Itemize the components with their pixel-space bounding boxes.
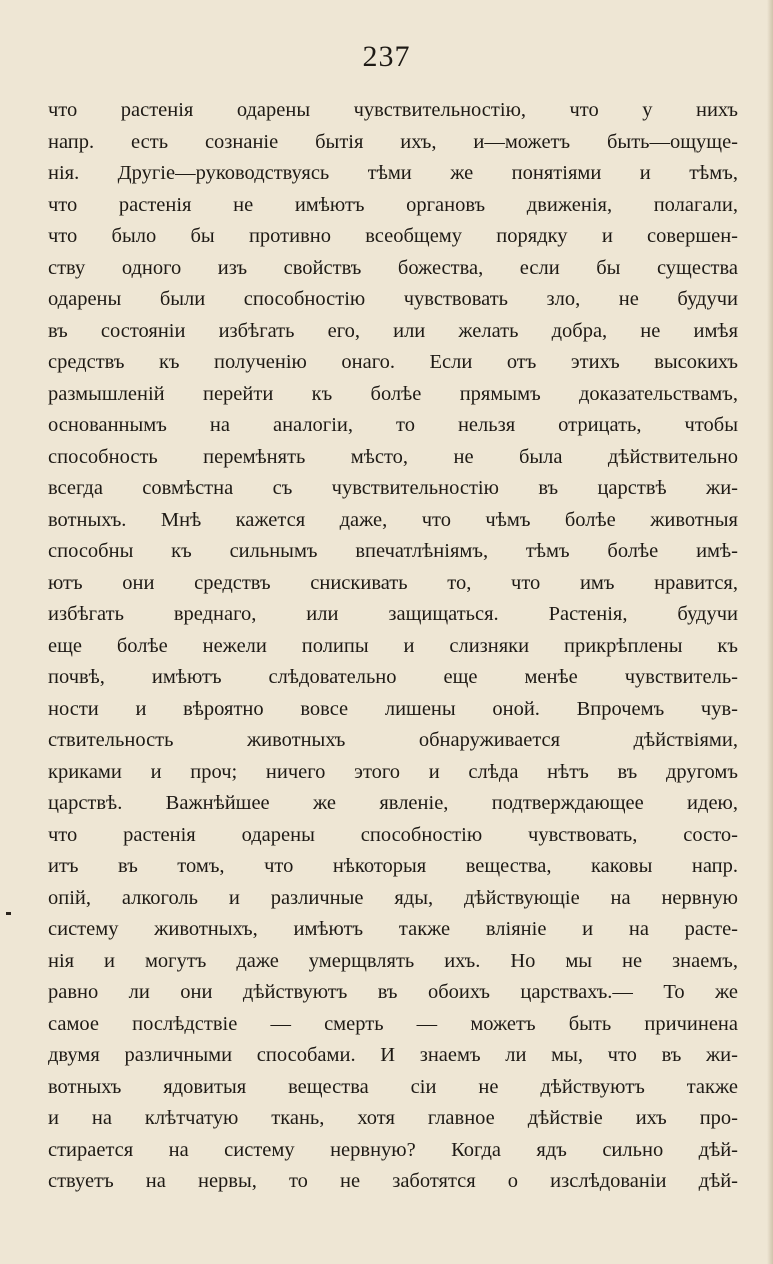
text-line: ствуетъ на нервы, то не заботятся о изслѣдованіи дѣй- bbox=[48, 1170, 738, 1192]
text-line: напр. есть сознаніе бытія ихъ, и—можетъ быть—ощуще- bbox=[48, 130, 738, 153]
text-line: опій, алкоголь и различные яды, дѣйствующіе на нервную bbox=[48, 886, 738, 909]
text-line: всегда совмѣстна съ чувствительностію въ царствѣ жи- bbox=[48, 477, 738, 499]
text-line: одарены были способностію чувствовать зло, не будучи bbox=[48, 288, 738, 310]
text-line: основаннымъ на аналогіи, то нельзя отрицать, чтобы bbox=[48, 414, 738, 436]
text-line: криками и проч; ничего этого и слѣда нѣтъ въ другомъ bbox=[48, 760, 738, 783]
text-line: въ состояніи избѣгать его, или желать добра, не имѣя bbox=[48, 319, 738, 342]
text-line: вотныхъ. Мнѣ кажется даже, что чѣмъ болѣе животныя bbox=[48, 508, 738, 531]
body-text bbox=[48, 95, 738, 1198]
page-edge-shadow bbox=[767, 0, 773, 1264]
text-line: что растенія не имѣютъ органовъ движенія, полагали, bbox=[48, 193, 738, 216]
text-line: итъ въ томъ, что нѣкоторыя вещества, каковы напр. bbox=[48, 855, 738, 877]
text-line: и на клѣтчатую ткань, хотя главное дѣйствіе ихъ про- bbox=[48, 1107, 738, 1129]
text-line: нія и могутъ даже умерщвлять ихъ. Но мы не знаемъ, bbox=[48, 949, 738, 972]
text-line: двумя различными способами. И знаемъ ли мы, что въ жи- bbox=[48, 1044, 738, 1066]
text-line: систему животныхъ, имѣютъ также вліяніе и на расте- bbox=[48, 918, 738, 940]
text-line: способны къ сильнымъ впечатлѣніямъ, тѣмъ болѣе имѣ- bbox=[48, 540, 738, 562]
text-line: избѣгать вреднаго, или защищаться. Растенія, будучи bbox=[48, 603, 738, 625]
text-line: стирается на систему нервную? Когда ядъ сильно дѣй- bbox=[48, 1138, 738, 1161]
text-line: размышленій перейти къ болѣе прямымъ доказательствамъ, bbox=[48, 382, 738, 405]
margin-ink-mark bbox=[6, 912, 11, 915]
text-line: самое послѣдствіе — смерть — можетъ быть причинена bbox=[48, 1012, 738, 1035]
text-line: еще болѣе нежели полипы и слизняки прикрѣплены къ bbox=[48, 634, 738, 657]
text-line: почвѣ, имѣютъ слѣдовательно еще менѣе чувствитель- bbox=[48, 666, 738, 688]
text-line: ютъ они средствъ снискивать то, что имъ нравится, bbox=[48, 571, 738, 594]
text-line: нія. Другіе—руководствуясь тѣми же понятіями и тѣмъ, bbox=[48, 162, 738, 184]
text-line: средствъ къ полученію онаго. Если отъ этихъ высокихъ bbox=[48, 351, 738, 373]
text-line: что растенія одарены способностію чувствовать, состо- bbox=[48, 823, 738, 846]
text-line: что растенія одарены чувствительностію, что у нихъ bbox=[48, 99, 738, 121]
text-line: что было бы противно всеобщему порядку и совершен- bbox=[48, 225, 738, 247]
text-line: способность перемѣнять мѣсто, не была дѣйствительно bbox=[48, 445, 738, 468]
text-line: ствительность животныхъ обнаруживается дѣйствіями, bbox=[48, 729, 738, 751]
page-number: 237 bbox=[362, 40, 411, 73]
text-line: вотныхъ ядовитыя вещества сіи не дѣйствуютъ также bbox=[48, 1075, 738, 1098]
text-line: ству одного изъ свойствъ божества, если бы существа bbox=[48, 256, 738, 279]
text-line: ности и вѣроятно вовсе лишены оной. Впрочемъ чув- bbox=[48, 697, 738, 720]
text-line: равно ли они дѣйствуютъ въ обоихъ царствахъ.— То же bbox=[48, 981, 738, 1003]
text-line: царствѣ. Важнѣйшее же явленіе, подтверждающее идею, bbox=[48, 792, 738, 814]
